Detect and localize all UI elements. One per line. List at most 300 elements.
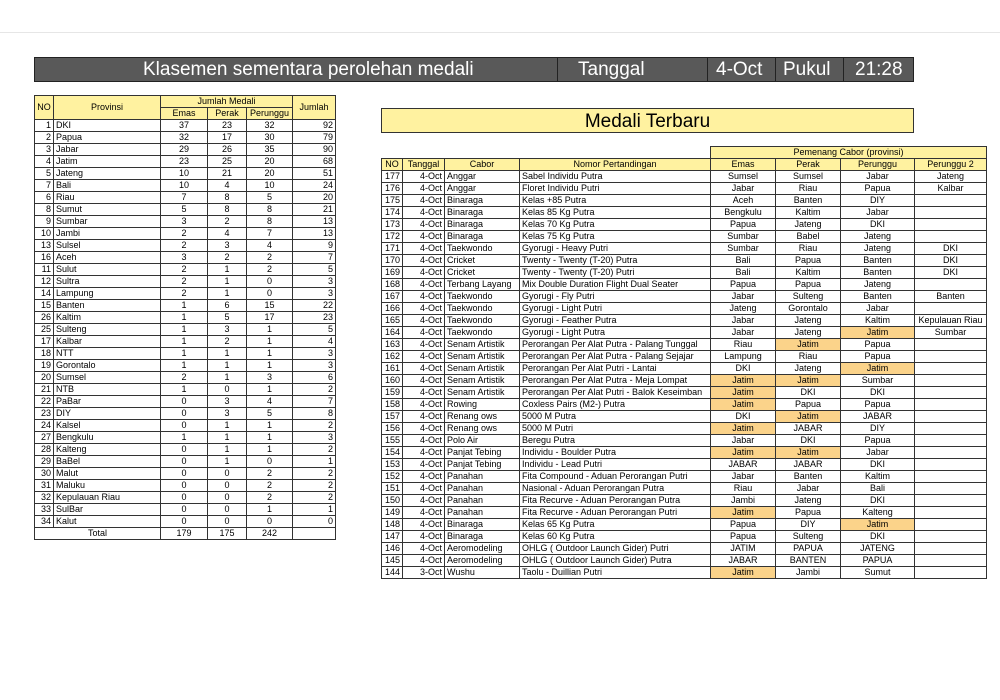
winner-emas: Sumbar xyxy=(711,243,776,255)
event-date: 4-Oct xyxy=(403,507,445,519)
event-name: Gyorugi - Light Putra xyxy=(520,327,711,339)
province-name: Kaltim xyxy=(54,312,161,324)
winner-perak: Gorontalo xyxy=(776,303,841,315)
event-date: 4-Oct xyxy=(403,315,445,327)
event-name: Gyorugi - Fly Putri xyxy=(520,291,711,303)
event-date: 4-Oct xyxy=(403,351,445,363)
event-number: 159 xyxy=(382,387,403,399)
silver-count: 21 xyxy=(208,168,247,180)
total-count: 2 xyxy=(293,468,336,480)
event-number: 151 xyxy=(382,483,403,495)
col-provinsi: Provinsi xyxy=(54,96,161,120)
row-number: 20 xyxy=(35,372,54,384)
winner-emas: JABAR xyxy=(711,459,776,471)
table-row xyxy=(35,420,336,432)
col-perak: Perak xyxy=(208,108,247,120)
silver-count: 0 xyxy=(208,480,247,492)
gold-count: 10 xyxy=(161,180,208,192)
event-date: 3-Oct xyxy=(403,567,445,579)
event-number: 166 xyxy=(382,303,403,315)
total-silver: 175 xyxy=(208,528,247,540)
province-name: BaBel xyxy=(54,456,161,468)
winner-perunggu: Bali xyxy=(841,483,915,495)
winner-perak: Papua xyxy=(776,279,841,291)
province-name: NTT xyxy=(54,348,161,360)
gold-count: 2 xyxy=(161,288,208,300)
event-number: 158 xyxy=(382,399,403,411)
latest-medals-title: Medali Terbaru xyxy=(381,108,914,133)
bronze-count: 2 xyxy=(247,492,293,504)
event-name: Twenty - Twenty (T-20) Putri xyxy=(520,267,711,279)
sport-name: Taekwondo xyxy=(445,291,520,303)
winner-emas: Bali xyxy=(711,267,776,279)
winner-emas: Papua xyxy=(711,531,776,543)
event-name: Taolu - Duillian Putri xyxy=(520,567,711,579)
winner-perak: Riau xyxy=(776,351,841,363)
sport-name: Cricket xyxy=(445,267,520,279)
table-row xyxy=(382,531,987,543)
event-name: 5000 M Putri xyxy=(520,423,711,435)
bronze-count: 0 xyxy=(247,276,293,288)
table-row xyxy=(35,276,336,288)
event-date: 4-Oct xyxy=(403,327,445,339)
col-perunggu2: Perunggu 2 xyxy=(915,159,987,171)
gold-count: 2 xyxy=(161,372,208,384)
winner-emas: Jabar xyxy=(711,183,776,195)
event-number: 155 xyxy=(382,435,403,447)
bronze-count: 3 xyxy=(247,372,293,384)
bronze-count: 0 xyxy=(247,516,293,528)
winner-perunggu2 xyxy=(915,423,987,435)
winner-perunggu2 xyxy=(915,363,987,375)
header-spacer xyxy=(382,147,711,159)
row-number: 26 xyxy=(35,312,54,324)
event-number: 174 xyxy=(382,207,403,219)
table-row xyxy=(382,231,987,243)
sport-name: Binaraga xyxy=(445,219,520,231)
province-name: PaBar xyxy=(54,396,161,408)
sport-name: Taekwondo xyxy=(445,243,520,255)
sport-name: Anggar xyxy=(445,183,520,195)
table-row xyxy=(35,456,336,468)
row-number: 18 xyxy=(35,348,54,360)
sport-name: Senam Artistik xyxy=(445,363,520,375)
winner-emas: Jabar xyxy=(711,327,776,339)
winner-perunggu2: Kepulauan Riau xyxy=(915,315,987,327)
table-row xyxy=(382,171,987,183)
total-count: 3 xyxy=(293,360,336,372)
winner-emas: Jatim xyxy=(711,567,776,579)
silver-count: 0 xyxy=(208,384,247,396)
table-row xyxy=(35,336,336,348)
winner-perak: Jatim xyxy=(776,447,841,459)
winner-perunggu: Kalteng xyxy=(841,507,915,519)
winner-perunggu: Banten xyxy=(841,255,915,267)
sport-name: Panahan xyxy=(445,471,520,483)
sport-name: Renang ows xyxy=(445,423,520,435)
total-gold: 179 xyxy=(161,528,208,540)
gold-count: 0 xyxy=(161,492,208,504)
winner-perunggu2 xyxy=(915,507,987,519)
event-number: 167 xyxy=(382,291,403,303)
winner-emas: Jabar xyxy=(711,435,776,447)
row-number: 5 xyxy=(35,168,54,180)
winner-perak: Jateng xyxy=(776,327,841,339)
winner-emas: Papua xyxy=(711,279,776,291)
table-row xyxy=(35,180,336,192)
row-number: 9 xyxy=(35,216,54,228)
total-count: 51 xyxy=(293,168,336,180)
event-date: 4-Oct xyxy=(403,183,445,195)
bronze-count: 2 xyxy=(247,468,293,480)
row-number: 28 xyxy=(35,444,54,456)
sport-name: Binaraga xyxy=(445,531,520,543)
province-name: Riau xyxy=(54,192,161,204)
winner-perunggu: Sumbar xyxy=(841,375,915,387)
winner-emas: JATIM xyxy=(711,543,776,555)
winner-emas: Aceh xyxy=(711,195,776,207)
gold-count: 2 xyxy=(161,276,208,288)
gold-count: 3 xyxy=(161,216,208,228)
event-date: 4-Oct xyxy=(403,555,445,567)
gold-count: 23 xyxy=(161,156,208,168)
winner-perunggu: Papua xyxy=(841,435,915,447)
table-row xyxy=(35,240,336,252)
table-row xyxy=(35,468,336,480)
sport-name: Binaraga xyxy=(445,207,520,219)
table-row xyxy=(35,204,336,216)
col-group-winners: Pemenang Cabor (provinsi) xyxy=(711,147,987,159)
sport-name: Panahan xyxy=(445,483,520,495)
event-name: Kelas 85 Kg Putra xyxy=(520,207,711,219)
event-number: 169 xyxy=(382,267,403,279)
table-row xyxy=(382,519,987,531)
total-count: 3 xyxy=(293,432,336,444)
total-label: Total xyxy=(35,528,161,540)
total-count: 3 xyxy=(293,276,336,288)
table-row xyxy=(382,327,987,339)
winner-perunggu2 xyxy=(915,471,987,483)
event-name: OHLG ( Outdoor Launch Gider) Putri xyxy=(520,543,711,555)
winner-perunggu2 xyxy=(915,399,987,411)
time-value: 21:28 xyxy=(855,59,903,80)
total-count: 2 xyxy=(293,384,336,396)
event-name: Kelas 60 Kg Putra xyxy=(520,531,711,543)
silver-count: 3 xyxy=(208,324,247,336)
winner-perak: DIY xyxy=(776,519,841,531)
event-number: 172 xyxy=(382,231,403,243)
winner-perunggu2 xyxy=(915,219,987,231)
table-row xyxy=(35,288,336,300)
silver-count: 8 xyxy=(208,204,247,216)
winner-perunggu: DIY xyxy=(841,423,915,435)
table-row xyxy=(35,156,336,168)
winner-perak: Sumsel xyxy=(776,171,841,183)
province-name: Gorontalo xyxy=(54,360,161,372)
winner-emas: Jatim xyxy=(711,507,776,519)
event-number: 150 xyxy=(382,495,403,507)
event-date: 4-Oct xyxy=(403,387,445,399)
event-number: 173 xyxy=(382,219,403,231)
bronze-count: 1 xyxy=(247,360,293,372)
date-label: Tanggal xyxy=(578,59,645,80)
event-date: 4-Oct xyxy=(403,375,445,387)
gold-count: 10 xyxy=(161,168,208,180)
sport-name: Senam Artistik xyxy=(445,387,520,399)
winner-emas: Jatim xyxy=(711,447,776,459)
winner-perak: Jatim xyxy=(776,375,841,387)
winner-perak: Riau xyxy=(776,183,841,195)
winner-perak: Banten xyxy=(776,195,841,207)
winner-perunggu2 xyxy=(915,207,987,219)
winner-perunggu: Papua xyxy=(841,183,915,195)
event-date: 4-Oct xyxy=(403,207,445,219)
winner-perunggu: Jabar xyxy=(841,447,915,459)
banner-divider xyxy=(557,58,558,81)
silver-count: 17 xyxy=(208,132,247,144)
province-name: Bengkulu xyxy=(54,432,161,444)
event-name: Fita Compound - Aduan Perorangan Putri xyxy=(520,471,711,483)
event-date: 4-Oct xyxy=(403,399,445,411)
total-count: 8 xyxy=(293,408,336,420)
winner-emas: Riau xyxy=(711,483,776,495)
total-count: 21 xyxy=(293,204,336,216)
silver-count: 1 xyxy=(208,348,247,360)
winner-perunggu2 xyxy=(915,195,987,207)
col-no: NO xyxy=(35,96,54,120)
table-row xyxy=(382,423,987,435)
silver-count: 3 xyxy=(208,396,247,408)
table-row xyxy=(382,543,987,555)
bronze-count: 15 xyxy=(247,300,293,312)
total-count: 1 xyxy=(293,456,336,468)
province-name: Sulsel xyxy=(54,240,161,252)
silver-count: 8 xyxy=(208,192,247,204)
table-row xyxy=(35,408,336,420)
row-number: 11 xyxy=(35,264,54,276)
col-perunggu: Perunggu xyxy=(841,159,915,171)
table-row xyxy=(35,144,336,156)
sport-name: Terbang Layang xyxy=(445,279,520,291)
total-count: 1 xyxy=(293,504,336,516)
sport-name: Binaraga xyxy=(445,195,520,207)
sport-name: Anggar xyxy=(445,171,520,183)
total-count: 7 xyxy=(293,396,336,408)
sport-name: Panahan xyxy=(445,507,520,519)
row-number: 16 xyxy=(35,252,54,264)
event-date: 4-Oct xyxy=(403,411,445,423)
bronze-count: 32 xyxy=(247,120,293,132)
winner-perak: Kaltim xyxy=(776,207,841,219)
winner-perunggu2 xyxy=(915,435,987,447)
bronze-count: 8 xyxy=(247,204,293,216)
silver-count: 1 xyxy=(208,276,247,288)
winner-perunggu: Banten xyxy=(841,267,915,279)
winner-perak: Jateng xyxy=(776,219,841,231)
standings-table xyxy=(34,95,336,540)
winner-perunggu2 xyxy=(915,519,987,531)
event-date: 4-Oct xyxy=(403,171,445,183)
total-count: 9 xyxy=(293,240,336,252)
event-number: 152 xyxy=(382,471,403,483)
winner-perak: Jateng xyxy=(776,363,841,375)
sport-name: Panjat Tebing xyxy=(445,447,520,459)
winner-emas: Jatim xyxy=(711,399,776,411)
bronze-count: 1 xyxy=(247,504,293,516)
row-number: 4 xyxy=(35,156,54,168)
table-row xyxy=(382,315,987,327)
province-name: Banten xyxy=(54,300,161,312)
gold-count: 1 xyxy=(161,384,208,396)
event-number: 165 xyxy=(382,315,403,327)
total-count: 0 xyxy=(293,516,336,528)
event-date: 4-Oct xyxy=(403,423,445,435)
bronze-count: 35 xyxy=(247,144,293,156)
total-count: 2 xyxy=(293,480,336,492)
table-row xyxy=(382,567,987,579)
province-name: Sumbar xyxy=(54,216,161,228)
sport-name: Panjat Tebing xyxy=(445,459,520,471)
gold-count: 0 xyxy=(161,468,208,480)
col-tanggal: Tanggal xyxy=(403,159,445,171)
col-cabor: Cabor xyxy=(445,159,520,171)
total-count: 2 xyxy=(293,492,336,504)
silver-count: 1 xyxy=(208,444,247,456)
gold-count: 37 xyxy=(161,120,208,132)
province-name: SulBar xyxy=(54,504,161,516)
winner-perunggu2 xyxy=(915,531,987,543)
silver-count: 0 xyxy=(208,516,247,528)
sport-name: Rowing xyxy=(445,399,520,411)
silver-count: 1 xyxy=(208,432,247,444)
event-number: 161 xyxy=(382,363,403,375)
winner-perunggu: Jatim xyxy=(841,327,915,339)
row-number: 30 xyxy=(35,468,54,480)
winner-emas: Jatim xyxy=(711,375,776,387)
gold-count: 1 xyxy=(161,324,208,336)
province-name: DIY xyxy=(54,408,161,420)
winner-perunggu: DKI xyxy=(841,387,915,399)
sport-name: Senam Artistik xyxy=(445,375,520,387)
event-number: 156 xyxy=(382,423,403,435)
winner-perunggu: DKI xyxy=(841,531,915,543)
province-name: Sulteng xyxy=(54,324,161,336)
winner-perak: Papua xyxy=(776,507,841,519)
event-date: 4-Oct xyxy=(403,243,445,255)
silver-count: 6 xyxy=(208,300,247,312)
winner-perunggu2: Jateng xyxy=(915,171,987,183)
bronze-count: 1 xyxy=(247,444,293,456)
table-row xyxy=(382,483,987,495)
row-number: 6 xyxy=(35,192,54,204)
winner-emas: Jatim xyxy=(711,423,776,435)
total-count: 3 xyxy=(293,288,336,300)
event-number: 163 xyxy=(382,339,403,351)
total-count: 90 xyxy=(293,144,336,156)
winner-perunggu: Kaltim xyxy=(841,471,915,483)
winner-emas: Jabar xyxy=(711,291,776,303)
col-nomor: Nomor Pertandingan xyxy=(520,159,711,171)
event-name: Perorangan Per Alat Putra - Meja Lompat xyxy=(520,375,711,387)
event-number: 176 xyxy=(382,183,403,195)
silver-count: 0 xyxy=(208,492,247,504)
row-number: 3 xyxy=(35,144,54,156)
event-date: 4-Oct xyxy=(403,531,445,543)
event-name: Individu - Boulder Putra xyxy=(520,447,711,459)
gold-count: 0 xyxy=(161,408,208,420)
province-name: Bali xyxy=(54,180,161,192)
winner-perunggu2 xyxy=(915,459,987,471)
latest-medals-table xyxy=(381,146,987,579)
winner-perunggu: Jateng xyxy=(841,243,915,255)
event-name: Beregu Putra xyxy=(520,435,711,447)
total-count: 92 xyxy=(293,120,336,132)
event-number: 144 xyxy=(382,567,403,579)
gold-count: 0 xyxy=(161,396,208,408)
winner-perunggu2: DKI xyxy=(915,243,987,255)
event-name: Floret Individu Putri xyxy=(520,183,711,195)
bronze-count: 0 xyxy=(247,288,293,300)
row-number: 34 xyxy=(35,516,54,528)
gold-count: 0 xyxy=(161,480,208,492)
winner-perunggu: JATENG xyxy=(841,543,915,555)
winner-perunggu: Papua xyxy=(841,351,915,363)
gold-count: 1 xyxy=(161,312,208,324)
total-count: 3 xyxy=(293,348,336,360)
bronze-count: 1 xyxy=(247,348,293,360)
event-name: Fita Recurve - Aduan Perorangan Putri xyxy=(520,507,711,519)
gold-count: 3 xyxy=(161,252,208,264)
event-date: 4-Oct xyxy=(403,495,445,507)
winner-perunggu2 xyxy=(915,339,987,351)
province-name: Aceh xyxy=(54,252,161,264)
event-name: Gyorugi - Light Putri xyxy=(520,303,711,315)
winner-perak: Papua xyxy=(776,255,841,267)
table-row xyxy=(382,243,987,255)
total-count: 4 xyxy=(293,336,336,348)
bronze-count: 5 xyxy=(247,408,293,420)
winner-emas: Lampung xyxy=(711,351,776,363)
silver-count: 2 xyxy=(208,216,247,228)
winner-perunggu2 xyxy=(915,543,987,555)
event-name: Coxless Pairs (M2-) Putra xyxy=(520,399,711,411)
silver-count: 2 xyxy=(208,252,247,264)
event-date: 4-Oct xyxy=(403,267,445,279)
gold-count: 5 xyxy=(161,204,208,216)
gold-count: 1 xyxy=(161,432,208,444)
province-name: Jabar xyxy=(54,144,161,156)
silver-count: 23 xyxy=(208,120,247,132)
sport-name: Cricket xyxy=(445,255,520,267)
event-date: 4-Oct xyxy=(403,303,445,315)
sport-name: Aeromodeling xyxy=(445,543,520,555)
province-name: Sultra xyxy=(54,276,161,288)
table-row xyxy=(382,219,987,231)
table-row xyxy=(382,207,987,219)
silver-count: 3 xyxy=(208,408,247,420)
row-number: 23 xyxy=(35,408,54,420)
gold-count: 7 xyxy=(161,192,208,204)
row-number: 8 xyxy=(35,204,54,216)
gold-count: 0 xyxy=(161,420,208,432)
event-name: Perorangan Per Alat Putri - Lantai xyxy=(520,363,711,375)
silver-count: 4 xyxy=(208,180,247,192)
winner-perak: Sulteng xyxy=(776,291,841,303)
table-row xyxy=(35,312,336,324)
winner-perak: Sulteng xyxy=(776,531,841,543)
event-number: 170 xyxy=(382,255,403,267)
row-number: 25 xyxy=(35,324,54,336)
